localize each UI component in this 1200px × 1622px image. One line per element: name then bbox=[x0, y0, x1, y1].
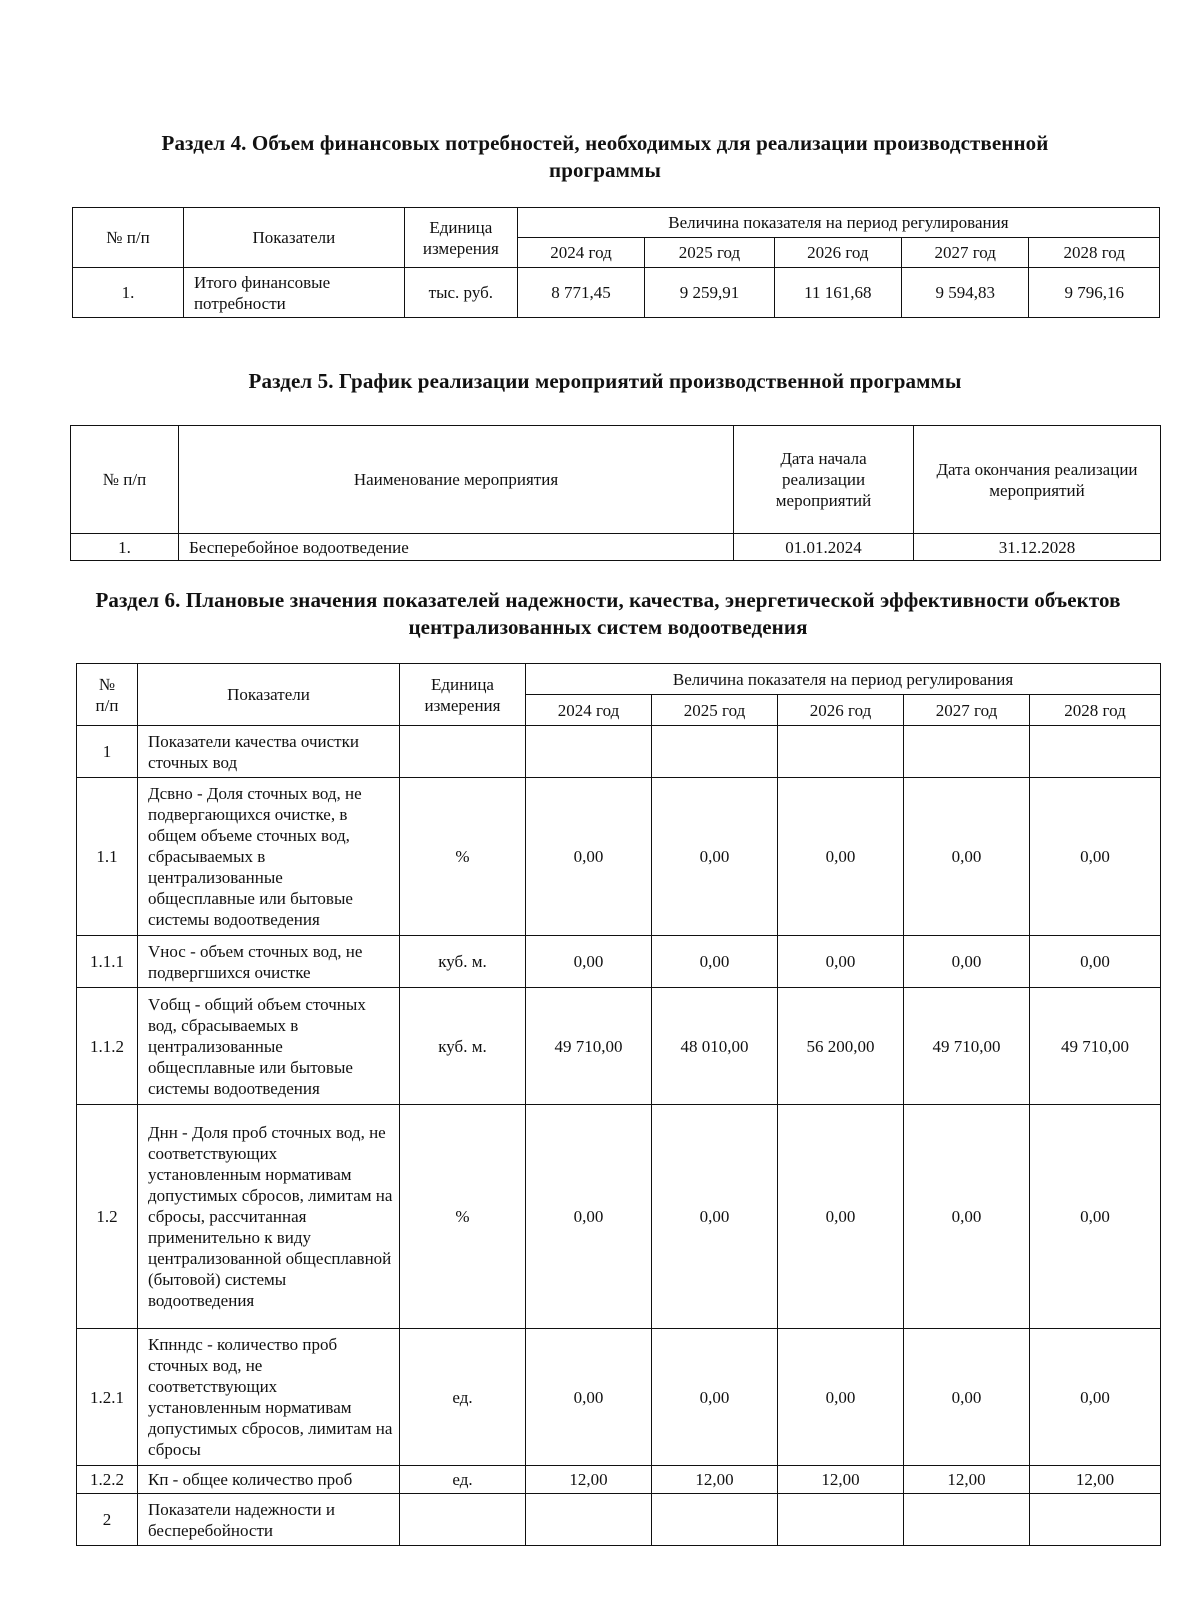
row-unit: ед. bbox=[400, 1329, 526, 1466]
row-value: 0,00 bbox=[526, 936, 652, 988]
row-value: 56 200,00 bbox=[778, 988, 904, 1105]
row-value: 0,00 bbox=[652, 936, 778, 988]
row-value: 0,00 bbox=[778, 1105, 904, 1329]
table-row bbox=[77, 988, 1161, 1105]
section4-table bbox=[72, 207, 1160, 318]
row-num: 1.2.2 bbox=[77, 1466, 138, 1494]
table-row bbox=[77, 778, 1161, 936]
row-value: 12,00 bbox=[1030, 1466, 1161, 1494]
row-value bbox=[1030, 1494, 1161, 1546]
s6-header-indicator: Показатели bbox=[138, 664, 400, 726]
row-indicator: Кп - общее количество проб bbox=[138, 1466, 400, 1494]
row-unit: ед. bbox=[400, 1466, 526, 1494]
section5-table bbox=[70, 425, 1161, 561]
row-name: Бесперебойное водоотведение bbox=[179, 534, 734, 561]
row-value bbox=[778, 726, 904, 778]
row-unit: тыс. руб. bbox=[404, 268, 517, 318]
row-value: 0,00 bbox=[1030, 778, 1161, 936]
table-row bbox=[77, 936, 1161, 988]
row-value: 0,00 bbox=[904, 1329, 1030, 1466]
s5-header-end: Дата окончания реализации мероприятий bbox=[914, 426, 1161, 534]
row-value bbox=[1030, 726, 1161, 778]
s6-header-unit: Единица измерения bbox=[400, 664, 526, 726]
s4-year: 2024 год bbox=[517, 238, 644, 268]
row-value: 48 010,00 bbox=[652, 988, 778, 1105]
table-row bbox=[77, 1329, 1161, 1466]
s4-year: 2026 год bbox=[774, 238, 901, 268]
row-value: 0,00 bbox=[904, 936, 1030, 988]
row-value: 0,00 bbox=[1030, 1105, 1161, 1329]
row-num: 1.1.1 bbox=[77, 936, 138, 988]
s4-header-period: Величина показателя на период регулирования bbox=[517, 208, 1159, 238]
row-num: 1.1 bbox=[77, 778, 138, 936]
row-value bbox=[526, 1494, 652, 1546]
row-unit: % bbox=[400, 778, 526, 936]
row-value: 0,00 bbox=[1030, 936, 1161, 988]
table-row bbox=[77, 1105, 1161, 1329]
s5-header-name: Наименование мероприятия bbox=[179, 426, 734, 534]
row-num: 1.1.2 bbox=[77, 988, 138, 1105]
s4-header-indicator: Показатели bbox=[183, 208, 404, 268]
row-unit: куб. м. bbox=[400, 936, 526, 988]
s6-year: 2025 год bbox=[652, 695, 778, 726]
row-value: 49 710,00 bbox=[904, 988, 1030, 1105]
s4-year: 2028 год bbox=[1029, 238, 1160, 268]
row-indicator: Днн - Доля проб сточных вод, не соответствующих установленным нормативам допустимых сбросов, лимитам на сбросы, рассчитанная применительно к виду централизованной общесплавной (бытовой) системы водоотведения bbox=[138, 1105, 400, 1329]
s6-year: 2027 год bbox=[904, 695, 1030, 726]
s4-header-unit: Единица измерения bbox=[404, 208, 517, 268]
s6-year: 2028 год bbox=[1030, 695, 1161, 726]
s6-year: 2026 год bbox=[778, 695, 904, 726]
row-value: 49 710,00 bbox=[526, 988, 652, 1105]
row-indicator: Vобщ - общий объем сточных вод, сбрасываемых в централизованные общесплавные или бытовые системы водоотведения bbox=[138, 988, 400, 1105]
section6-table bbox=[76, 663, 1161, 1546]
row-start: 01.01.2024 bbox=[734, 534, 914, 561]
section5-title: Раздел 5. График реализации мероприятий производственной программы bbox=[248, 369, 962, 393]
table-row bbox=[77, 1466, 1161, 1494]
row-indicator: Кпнндс - количество проб сточных вод, не соответствующих установленным нормативам допустимых сбросов, лимитам на сбросы bbox=[138, 1329, 400, 1466]
section6-title: Раздел 6. Плановые значения показателей надежности, качества, энергетической эффективности объектов централизованных систем водоотведения bbox=[95, 588, 1121, 639]
table-row bbox=[77, 726, 1161, 778]
row-indicator: Дсвно - Доля сточных вод, не подвергающихся очистке, в общем объеме сточных вод, сбрасываемых в централизованные общесплавные или бытовые системы водоотведения bbox=[138, 778, 400, 936]
row-value: 11 161,68 bbox=[774, 268, 901, 318]
row-num: 1.2.1 bbox=[77, 1329, 138, 1466]
row-value bbox=[526, 726, 652, 778]
row-value: 0,00 bbox=[778, 1329, 904, 1466]
row-num: 1. bbox=[71, 534, 179, 561]
row-value bbox=[652, 1494, 778, 1546]
row-value: 9 594,83 bbox=[902, 268, 1029, 318]
row-value: 0,00 bbox=[526, 778, 652, 936]
row-unit: % bbox=[400, 1105, 526, 1329]
s6-year: 2024 год bbox=[526, 695, 652, 726]
row-value: 12,00 bbox=[526, 1466, 652, 1494]
s6-header-period: Величина показателя на период регулирования bbox=[526, 664, 1161, 695]
row-value: 0,00 bbox=[526, 1329, 652, 1466]
table-row bbox=[71, 534, 1161, 561]
row-indicator: Показатели качества очистки сточных вод bbox=[138, 726, 400, 778]
row-value: 0,00 bbox=[652, 778, 778, 936]
s4-year: 2027 год bbox=[902, 238, 1029, 268]
row-value: 12,00 bbox=[652, 1466, 778, 1494]
row-indicator: Итого финансовые потребности bbox=[183, 268, 404, 318]
table-row bbox=[73, 268, 1160, 318]
row-value: 0,00 bbox=[1030, 1329, 1161, 1466]
row-end: 31.12.2028 bbox=[914, 534, 1161, 561]
row-value: 0,00 bbox=[652, 1105, 778, 1329]
row-value bbox=[778, 1494, 904, 1546]
row-num: 1 bbox=[77, 726, 138, 778]
row-value bbox=[904, 1494, 1030, 1546]
row-num: 1.2 bbox=[77, 1105, 138, 1329]
s5-header-num: № п/п bbox=[71, 426, 179, 534]
row-value: 8 771,45 bbox=[517, 268, 644, 318]
row-indicator: Показатели надежности и бесперебойности bbox=[138, 1494, 400, 1546]
table-row bbox=[77, 1494, 1161, 1546]
s4-year: 2025 год bbox=[645, 238, 774, 268]
row-num: 1. bbox=[73, 268, 184, 318]
s6-header-num: № п/п bbox=[77, 664, 138, 726]
row-unit bbox=[400, 1494, 526, 1546]
row-value: 49 710,00 bbox=[1030, 988, 1161, 1105]
row-value bbox=[652, 726, 778, 778]
section4-title: Раздел 4. Объем финансовых потребностей, необходимых для реализации производственной программы bbox=[161, 131, 1049, 182]
row-unit bbox=[400, 726, 526, 778]
row-value: 0,00 bbox=[778, 778, 904, 936]
row-indicator: Vнос - объем сточных вод, не подвергшихся очистке bbox=[138, 936, 400, 988]
row-unit: куб. м. bbox=[400, 988, 526, 1105]
row-num: 2 bbox=[77, 1494, 138, 1546]
row-value: 0,00 bbox=[526, 1105, 652, 1329]
row-value: 9 796,16 bbox=[1029, 268, 1160, 318]
row-value: 0,00 bbox=[904, 1105, 1030, 1329]
row-value: 0,00 bbox=[652, 1329, 778, 1466]
row-value: 9 259,91 bbox=[645, 268, 774, 318]
row-value: 0,00 bbox=[904, 778, 1030, 936]
row-value: 0,00 bbox=[778, 936, 904, 988]
row-value: 12,00 bbox=[778, 1466, 904, 1494]
s4-header-num: № п/п bbox=[73, 208, 184, 268]
row-value: 12,00 bbox=[904, 1466, 1030, 1494]
s5-header-start: Дата начала реализации мероприятий bbox=[734, 426, 914, 534]
row-value bbox=[904, 726, 1030, 778]
